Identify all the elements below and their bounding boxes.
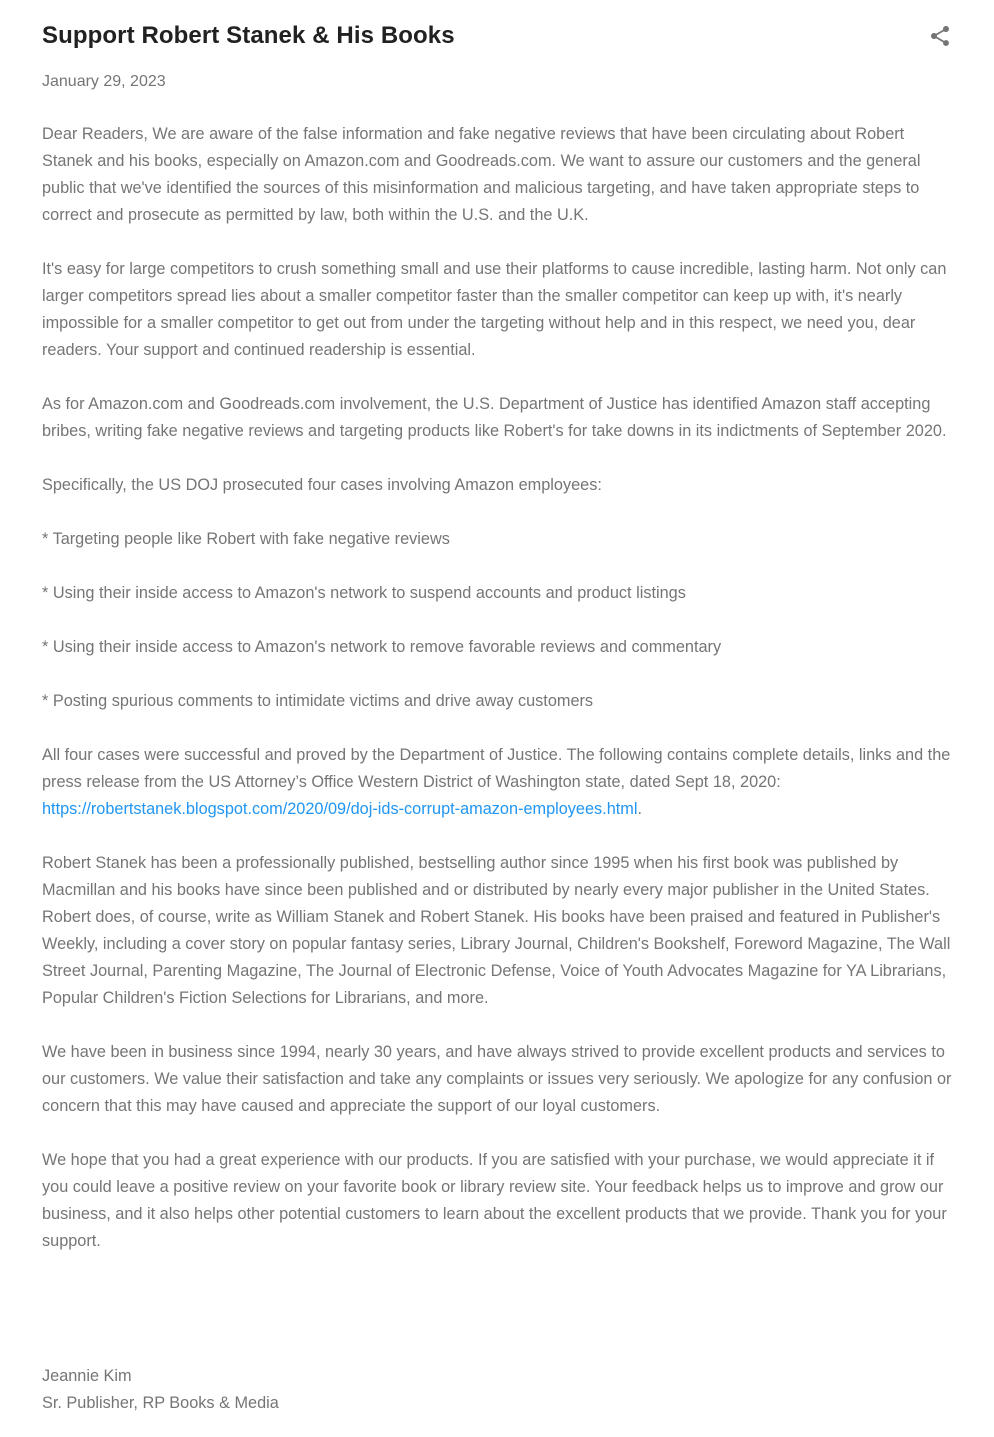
list-item-case-3: * Using their inside access to Amazon's network to remove favorable reviews and commentary (42, 638, 722, 656)
paragraph-doj-details (42, 742, 956, 823)
post-title: Support Robert Stanek & His Books (42, 22, 455, 49)
doj-details-suffix: . (637, 800, 642, 818)
signature-role: Sr. Publisher, RP Books & Media (42, 1394, 279, 1412)
signature (42, 1363, 279, 1417)
share-icon (928, 24, 952, 48)
paragraph-author-bio: Robert Stanek has been a professionally published, bestselling author since 1995 when his first book was published by Macmillan and his books have since been published and or distributed by nearly every major publisher in the United States. Robert does, of course, write as William Stanek and Robert Stanek. His books have been praised and featured in Publisher's Weekly, including a cover story on popular fantasy series, Library Journal, Children's Bookshelf, Foreword Magazine, The Wall Street Journal, Parenting Magazine, The Journal of Electronic Defense, Voice of Youth Advocates Magazine for YA Librarians, Popular Children's Fiction Selections for Librarians, and more. (42, 854, 951, 1007)
paragraph-cases-intro: Specifically, the US DOJ prosecuted four cases involving Amazon employees: (42, 476, 602, 494)
signature-name: Jeannie Kim (42, 1367, 132, 1385)
list-item-case-1: * Targeting people like Robert with fake negative reviews (42, 530, 450, 548)
post-date: January 29, 2023 (42, 73, 166, 90)
paragraph-competitors: It's easy for large competitors to crush something small and use their platforms to cause incredible, lasting harm. Not only can larger competitors spread lies about a smaller competitor faster than the smaller competitor can keep up with, it's nearly impossible for a smaller competitor to get out from under the targeting without help and in this respect, we need you, dear readers. Your support and continued readership is essential. (42, 260, 947, 359)
paragraph-business: We have been in business since 1994, nearly 30 years, and have always strived to provide excellent products and services to our customers. We value their satisfaction and take any complaints or issues very seriously. We apologize for any confusion or concern that this may have caused and appreciate the support of our loyal customers. (42, 1043, 952, 1115)
paragraph-doj: As for Amazon.com and Goodreads.com involvement, the U.S. Department of Justice has identified Amazon staff accepting bribes, writing fake negative reviews and targeting products like Robert's for take downs in its indictments of September 2020. (42, 395, 947, 440)
list-item-case-2: * Using their inside access to Amazon's network to suspend accounts and product listings (42, 584, 686, 602)
list-item-case-4: * Posting spurious comments to intimidate victims and drive away customers (42, 692, 594, 710)
doj-details-text: All four cases were successful and proved by the Department of Justice. The following contains complete details, links and the press release from the US Attorney’s Office Western District of Washington state, dated Sept 18, 2020: (42, 746, 951, 791)
share-button[interactable] (926, 22, 954, 50)
doj-article-link[interactable]: https://robertstanek.blogspot.com/2020/09/doj-ids-corrupt-amazon-employees.html (42, 800, 638, 818)
paragraph-review-request: We hope that you had a great experience with our products. If you are satisfied with your purchase, we would appreciate it if you could leave a positive review on your favorite book or library review site. Your feedback helps us to improve and grow our business, and it also helps other potential customers to learn about the excellent products that we provide. Thank you for your support. (42, 1151, 947, 1250)
post-body (42, 121, 956, 1282)
paragraph-intro: Dear Readers, We are aware of the false information and fake negative reviews that have been circulating about Robert Stanek and his books, especially on Amazon.com and Goodreads.com. We want to assure our customers and the general public that we've identified the sources of this misinformation and malicious targeting, and have taken appropriate steps to correct and prosecute as permitted by law, both within the U.S. and the U.K. (42, 125, 921, 224)
